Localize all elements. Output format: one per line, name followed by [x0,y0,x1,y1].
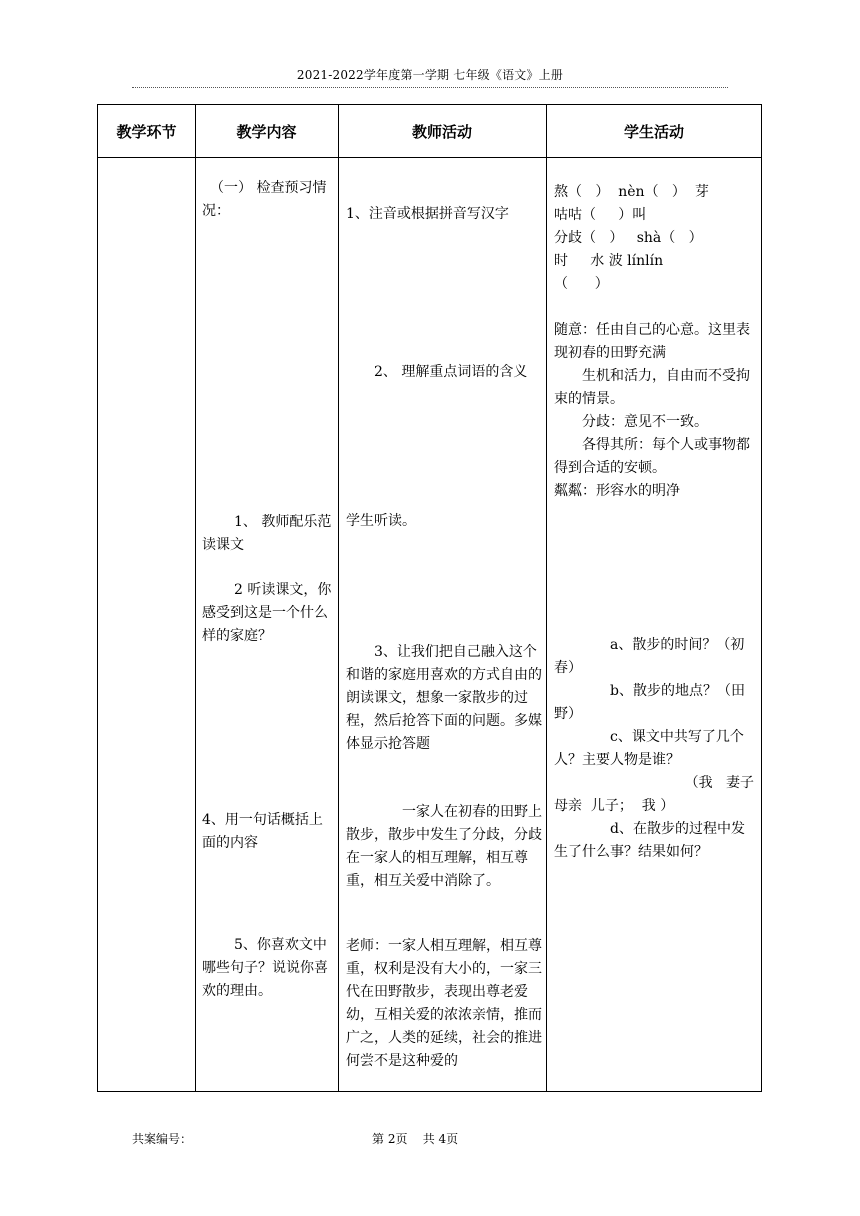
page-header: 2021-2022学年度第一学期 七年级《语文》上册 [296,68,564,82]
student-phonetics-line: 时 水 波 línlín [554,253,664,269]
teacher-vocab-task: 2、 理解重点词语的含义 [374,364,528,380]
student-question-a: a、散步的时间？（初春） [554,637,745,676]
student-vocab-gedeqisuo: 各得其所：每个人或事物都得到合适的安顿。 [554,437,750,476]
teacher-students-listen: 学生听读。 [346,513,416,529]
student-answer-c-cont: 母亲 儿子； 我 ） [554,798,675,814]
content-preview-check: （一） 检查预习情况： [202,180,327,219]
column-divider [338,105,339,1091]
header-teaching-stage: 教学环节 [116,122,177,141]
header-teacher-activity: 教师活动 [411,122,472,141]
content-listen-question: 2 听读课文，你感受到这是一个什么样的家庭？ [202,582,332,644]
column-divider [195,105,196,1091]
content-favorite-sentences: 5、你喜欢文中哪些句子？说说你喜欢的理由。 [202,937,328,999]
student-phonetics-line: 熬（ ） nèn（ ） 芽 [554,184,709,200]
teacher-reading-task: 3、让我们把自己融入这个和谐的家庭用喜欢的方式自由的朗读课文，想象一家散步的过程，然后抢答下面的问题。多媒体显示抢答题 [346,644,542,752]
student-vocab-suiyi-cont: 生机和活力，自由而不受拘束的情景。 [554,368,750,407]
student-question-b: b、散步的地点？（田野） [554,683,745,722]
header-student-activity: 学生活动 [623,122,684,141]
student-vocab-suiyi: 随意：任由自己的心意。这里表现初春的田野充满 [554,322,750,361]
footer-case-number: 共案编号： [132,1132,193,1146]
teacher-summary: 一家人在初春的田野上散步，散步中发生了分歧，分歧在一家人的相互理解，相互尊重，相互关爱中消除了。 [346,804,542,889]
lesson-table [97,104,762,1092]
header-divider [98,157,761,158]
student-phonetics-line: 咕咕（ ）叫 [554,207,647,223]
teacher-commentary: 老师：一家人相互理解，相互尊重，权利是没有大小的，一家三代在田野散步，表现出尊老爱幼，互相关爱的浓浓亲情，推而广之，人类的延续，社会的推进何尝不是这种爱的 [346,938,542,1069]
student-phonetics-line: 分歧（ ） shà（ ） [554,230,703,246]
student-vocab-linlin: 粼粼：形容水的明净 [554,483,680,499]
student-question-d: d、在散步的过程中发生了什么事？结果如何？ [554,821,745,860]
teacher-phonetics-task: 1、注音或根据拼音写汉字 [346,206,509,222]
student-answer-c: （我 妻子 [684,775,754,791]
footer-page-number: 第 2页 共 4页 [372,1132,459,1146]
student-vocab-fenqi: 分歧：意见不一致。 [582,414,708,430]
student-phonetics-line: （ ） [554,276,609,292]
column-divider [546,105,547,1091]
student-question-c: c、课文中共写了几个人？主要人物是谁？ [554,729,744,768]
header-teaching-content: 教学内容 [236,122,297,141]
header-rule [132,87,728,88]
content-summarize: 4、用一句话概括上面的内容 [202,812,323,851]
content-model-reading: 1、 教师配乐范读课文 [202,514,332,553]
